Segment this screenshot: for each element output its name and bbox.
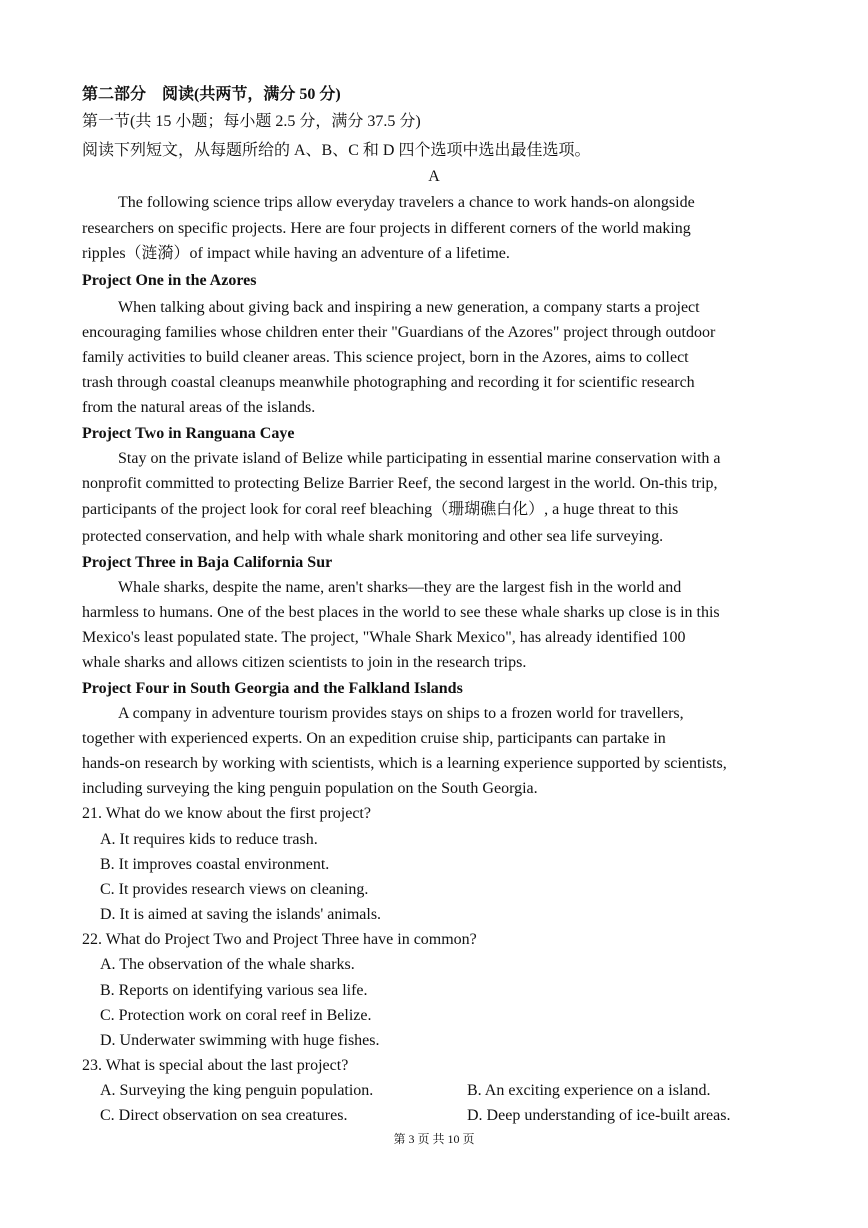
answer-option: B. An exciting experience on a island. (467, 1082, 711, 1099)
intro-line: ripples（涟漪）of impact while having an adventure of a lifetime. (82, 245, 510, 262)
project-line: encouraging families whose children enter their "Guardians of the Azores" project through outdoor (82, 324, 716, 341)
project-line: protected conservation, and help with whale shark monitoring and other sea life surveying. (82, 528, 664, 545)
answer-option: D. Deep understanding of ice-built areas. (467, 1107, 731, 1124)
project-line: trash through coastal cleanups meanwhile photographing and recording it for scientific research (82, 374, 695, 391)
project-heading: Project Two in Ranguana Caye (82, 425, 295, 442)
project-heading: Project Three in Baja California Sur (82, 554, 333, 571)
answer-option: C. It provides research views on cleaning. (100, 881, 369, 898)
answer-option: D. Underwater swimming with huge fishes. (100, 1032, 380, 1049)
project-line: A company in adventure tourism provides stays on ships to a frozen world for travellers, (118, 705, 684, 722)
answer-option: C. Protection work on coral reef in Belize. (100, 1007, 372, 1024)
project-line: from the natural areas of the islands. (82, 399, 316, 416)
answer-option: B. It improves coastal environment. (100, 856, 330, 873)
answer-option: A. Surveying the king penguin population. (100, 1082, 374, 1099)
project-line: Stay on the private island of Belize while participating in essential marine conservation with a (118, 450, 721, 467)
passage-letter: A (428, 168, 440, 185)
instruction: 阅读下列短文，从每题所给的 A、B、C 和 D 四个选项中选出最佳选项。 (82, 142, 591, 159)
answer-option: B. Reports on identifying various sea life. (100, 982, 368, 999)
project-line: family activities to build cleaner areas. This science project, born in the Azores, aims to collect (82, 349, 689, 366)
answer-option: D. It is aimed at saving the islands' animals. (100, 906, 382, 923)
intro-line: researchers on specific projects. Here are four projects in different corners of the world making (82, 220, 691, 237)
part-title: 第二部分 阅读(共两节，满分 50 分) (82, 86, 341, 103)
project-line: hands-on research by working with scientists, which is a learning experience supported by scientists, (82, 755, 727, 772)
answer-option: C. Direct observation on sea creatures. (100, 1107, 348, 1124)
project-line: participants of the project look for coral reef bleaching（珊瑚礁白化）, a huge threat to this (82, 501, 679, 518)
project-line: whale sharks and allows citizen scientists to join in the research trips. (82, 654, 527, 671)
project-line: together with experienced experts. On an expedition cruise ship, participants can partake in (82, 730, 666, 747)
project-line: Whale sharks, despite the name, aren't sharks—they are the largest fish in the world and (118, 579, 682, 596)
project-line: nonprofit committed to protecting Belize Barrier Reef, the second largest in the world. On-this trip, (82, 475, 718, 492)
project-line: including surveying the king penguin population on the South Georgia. (82, 780, 538, 797)
sub-title: 第一节(共 15 小题；每小题 2.5 分，满分 37.5 分) (82, 113, 421, 130)
answer-option: A. It requires kids to reduce trash. (100, 831, 318, 848)
page-footer: 第 3 页 共 10 页 (393, 1132, 475, 1146)
question-stem: 21. What do we know about the first project? (82, 805, 371, 822)
project-heading: Project One in the Azores (82, 272, 257, 289)
project-line: Mexico's least populated state. The project, "Whale Shark Mexico", has already identified 100 (82, 629, 686, 646)
answer-option: A. The observation of the whale sharks. (100, 956, 355, 973)
project-line: When talking about giving back and inspiring a new generation, a company starts a project (118, 299, 700, 316)
question-stem: 22. What do Project Two and Project Three have in common? (82, 931, 477, 948)
question-stem: 23. What is special about the last project? (82, 1057, 349, 1074)
intro-line: The following science trips allow everyday travelers a chance to work hands-on alongside (118, 194, 695, 211)
project-heading: Project Four in South Georgia and the Falkland Islands (82, 680, 463, 697)
project-line: harmless to humans. One of the best places in the world to see these whale sharks up close is in this (82, 604, 720, 621)
